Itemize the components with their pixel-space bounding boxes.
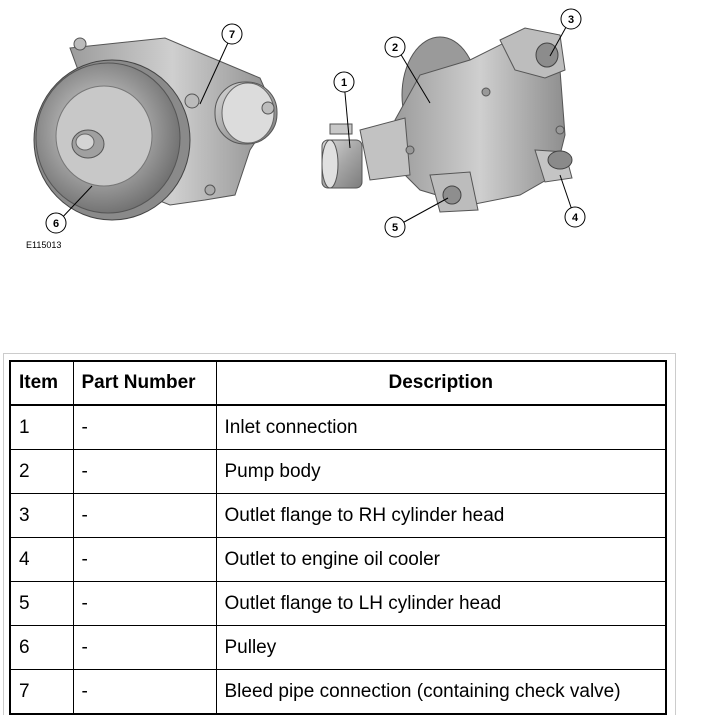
table-row <box>10 670 666 715</box>
cell-part-number: - <box>73 405 216 450</box>
cell-part-number: - <box>73 450 216 494</box>
cell-item: 5 <box>10 582 73 626</box>
cell-description: Outlet to engine oil cooler <box>216 538 666 582</box>
water-pump-illustration <box>0 0 703 260</box>
svg-text:4: 4 <box>571 212 579 224</box>
callout-7 <box>222 24 242 44</box>
svg-text:2: 2 <box>391 42 399 54</box>
cell-part-number: - <box>73 582 216 626</box>
header-part-number: Part Number <box>73 361 216 405</box>
figure-code: E115013 <box>26 240 62 250</box>
left-pump-view <box>34 38 277 220</box>
cell-part-number: - <box>73 538 216 582</box>
header-description: Description <box>216 361 666 405</box>
table-row <box>10 626 666 670</box>
svg-text:3: 3 <box>567 14 575 26</box>
cell-item: 2 <box>10 450 73 494</box>
cell-description: Pump body <box>216 450 666 494</box>
cell-item: 1 <box>10 405 73 450</box>
table-row <box>10 405 666 450</box>
svg-text:1: 1 <box>340 77 348 89</box>
table-header-row <box>10 361 666 405</box>
table-row <box>10 538 666 582</box>
cell-description: Bleed pipe connection (containing check valve) <box>216 670 666 715</box>
callout-3 <box>561 9 581 29</box>
cell-part-number: - <box>73 626 216 670</box>
callout-2 <box>385 37 405 57</box>
svg-text:7: 7 <box>228 29 236 41</box>
parts-table <box>9 360 667 715</box>
svg-text:5: 5 <box>391 222 399 234</box>
cell-item: 3 <box>10 494 73 538</box>
cell-part-number: - <box>73 494 216 538</box>
cell-description: Outlet flange to RH cylinder head <box>216 494 666 538</box>
cell-item: 6 <box>10 626 73 670</box>
cell-item: 7 <box>10 670 73 715</box>
callout-1 <box>334 72 354 92</box>
cell-part-number: - <box>73 670 216 715</box>
header-item: Item <box>10 361 73 405</box>
table-row <box>10 450 666 494</box>
right-pump-view <box>322 28 572 212</box>
table-row <box>10 582 666 626</box>
cell-description: Pulley <box>216 626 666 670</box>
cell-description: Inlet connection <box>216 405 666 450</box>
callout-5 <box>385 217 405 237</box>
callout-6 <box>46 213 66 233</box>
cell-item: 4 <box>10 538 73 582</box>
callout-4 <box>565 207 585 227</box>
cell-description: Outlet flange to LH cylinder head <box>216 582 666 626</box>
table-row <box>10 494 666 538</box>
svg-text:6: 6 <box>52 218 60 230</box>
